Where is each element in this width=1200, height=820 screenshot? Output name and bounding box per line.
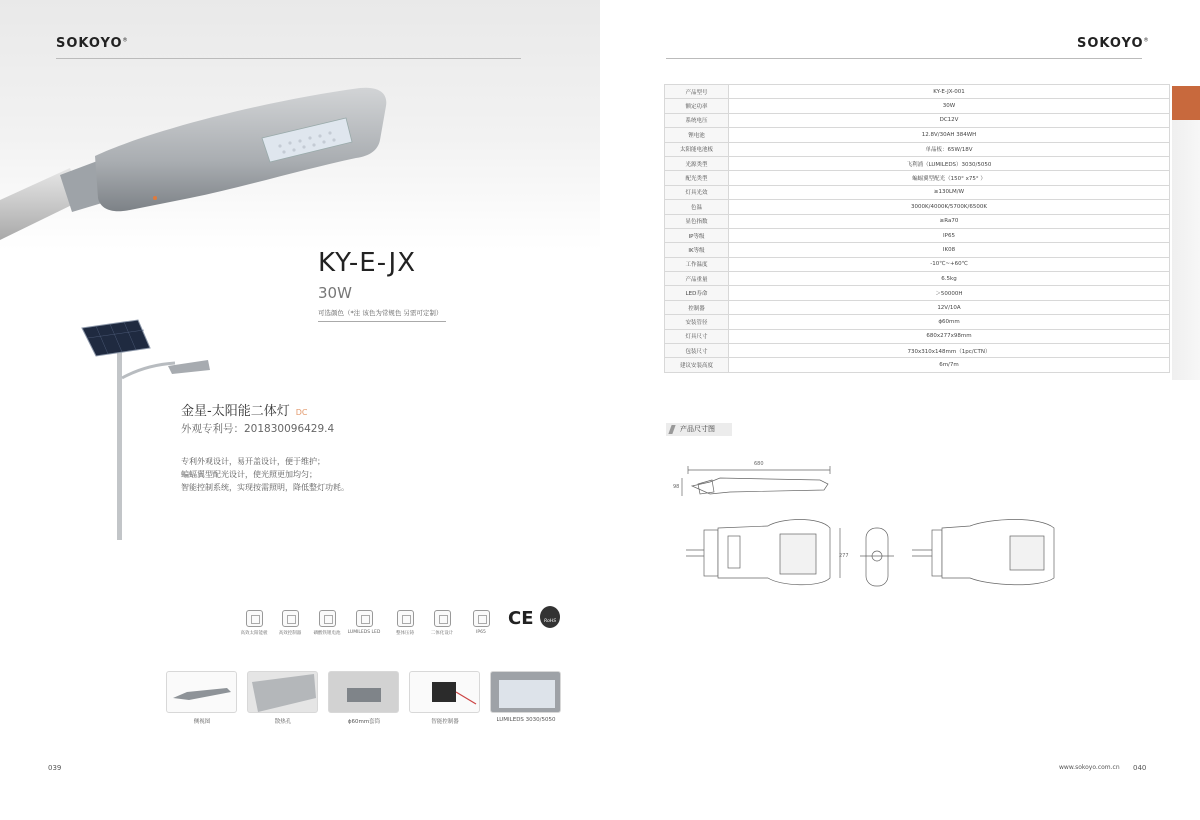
table-row: 建议安装高度 6m/7m: [665, 358, 1170, 372]
brand-logo-right: SOKOYO®: [1077, 36, 1150, 51]
feature-item: 蝙蝠翼型配光设计，使光照更加均匀；: [181, 470, 317, 479]
waterproof-icon: [473, 610, 490, 627]
rohs-badge-icon: RoHS: [540, 606, 560, 628]
website-footer: www.sokoyo.com.cn: [1059, 764, 1120, 771]
table-row: 灯具尺寸 680x277x98mm: [665, 329, 1170, 343]
thumbnail-label: 散热孔: [274, 719, 292, 725]
two-piece-design-icon: [434, 610, 451, 627]
street-lamp-hero-image: [0, 80, 420, 250]
die-casting-feature: 整体压铸: [385, 610, 425, 636]
battery-feature: 磷酸铁锂电池: [307, 610, 347, 636]
table-row: 系统电压 DC12V: [665, 113, 1170, 127]
dimension-width-label: 277: [839, 553, 849, 559]
table-row: 包装尺寸 730x310x148mm（1pc/CTN）: [665, 344, 1170, 358]
table-row: 控制器 12V/10A: [665, 300, 1170, 314]
table-row: 额定功率 30W: [665, 99, 1170, 113]
brand-logo: SOKOYO®: [56, 36, 129, 51]
table-row: 太阳能电池板 单晶板：65W/18V: [665, 142, 1170, 156]
model-divider: [318, 321, 446, 322]
table-row: 安装管径 ϕ60mm: [665, 315, 1170, 329]
table-row: 色温 3000K/4000K/5700K/6500K: [665, 200, 1170, 214]
led-chip-icon: [356, 610, 373, 627]
dimension-drawing: [670, 458, 1070, 598]
feature-item: 智能控制系统，实现按需照明，降低整灯功耗。: [181, 483, 349, 492]
ce-mark-icon: CE: [508, 608, 534, 629]
page-number-right: 040: [1133, 764, 1147, 772]
thumbnail-side-view: [166, 671, 237, 713]
table-row: 光源类型 飞利浦（LUMILEDS）3030/5050: [665, 156, 1170, 170]
two-piece-feature: 二体化设计: [422, 610, 462, 636]
feature-item: 专利外观设计，易开盖设计，便于维护；: [181, 457, 325, 466]
product-chinese-name: 金星-太阳能二体灯 DC: [181, 404, 308, 419]
dimension-length-label: 680: [754, 461, 764, 467]
table-row: 显色指数 ≥Ra70: [665, 214, 1170, 228]
table-row: 灯具光效 ≥130LM/W: [665, 185, 1170, 199]
ip65-feature: IP65: [461, 610, 501, 635]
corner-tab: [1172, 86, 1200, 120]
dimension-section-title: 产品尺寸图: [666, 423, 732, 436]
table-row: 配光类型 蝙蝠翼型配光（150° x75° ）: [665, 171, 1170, 185]
spec-table: [664, 84, 1170, 373]
thumbnail-led-module: [490, 671, 561, 713]
page-number-left: 039: [48, 764, 62, 772]
led-feature: LUMILEDS LED: [344, 610, 384, 635]
solar-panel-icon: [246, 610, 263, 627]
dimension-height-label: 98: [673, 484, 680, 490]
table-row: 产品型号 KY-E-JX-001: [665, 85, 1170, 99]
battery-icon: [319, 610, 336, 627]
table-row: 产品重量 6.5kg: [665, 272, 1170, 286]
thumbnail-controller: [409, 671, 480, 713]
thumbnail-sleeve: [328, 671, 399, 713]
controller-feature: 高效控制器: [270, 610, 310, 636]
patent-number: 外观专利号：201830096429.4: [181, 423, 335, 435]
thumbnail-heat-vents: [247, 671, 318, 713]
rated-power: 30W: [318, 284, 352, 302]
table-row: LED寿命 ＞50000H: [665, 286, 1170, 300]
table-row: 工作温度 -10℃~+60℃: [665, 257, 1170, 271]
thumbnail-label: 智能控制器: [431, 719, 459, 725]
thumbnail-label: LUMILEDS 3030/5050: [496, 717, 556, 723]
table-row: IK等级 IK08: [665, 243, 1170, 257]
header-divider-right: [666, 58, 1142, 59]
thumbnail-label: ϕ60mm套筒: [347, 719, 381, 725]
table-row: 锂电池 12.8V/30AH 384WH: [665, 128, 1170, 142]
die-casting-icon: [397, 610, 414, 627]
solar-panel-feature: 高效太阳能板: [234, 610, 274, 636]
feature-list: [181, 455, 349, 494]
corner-tab-shadow: [1172, 120, 1200, 380]
color-note: 可选颜色（*注 该色为常规色 另需可定制）: [318, 309, 443, 317]
model-title: KY-E-JX: [318, 248, 417, 278]
controller-icon: [282, 610, 299, 627]
table-row: IP等级 IP65: [665, 228, 1170, 242]
header-divider: [56, 58, 521, 59]
thumbnail-label: 侧视图: [193, 719, 211, 725]
